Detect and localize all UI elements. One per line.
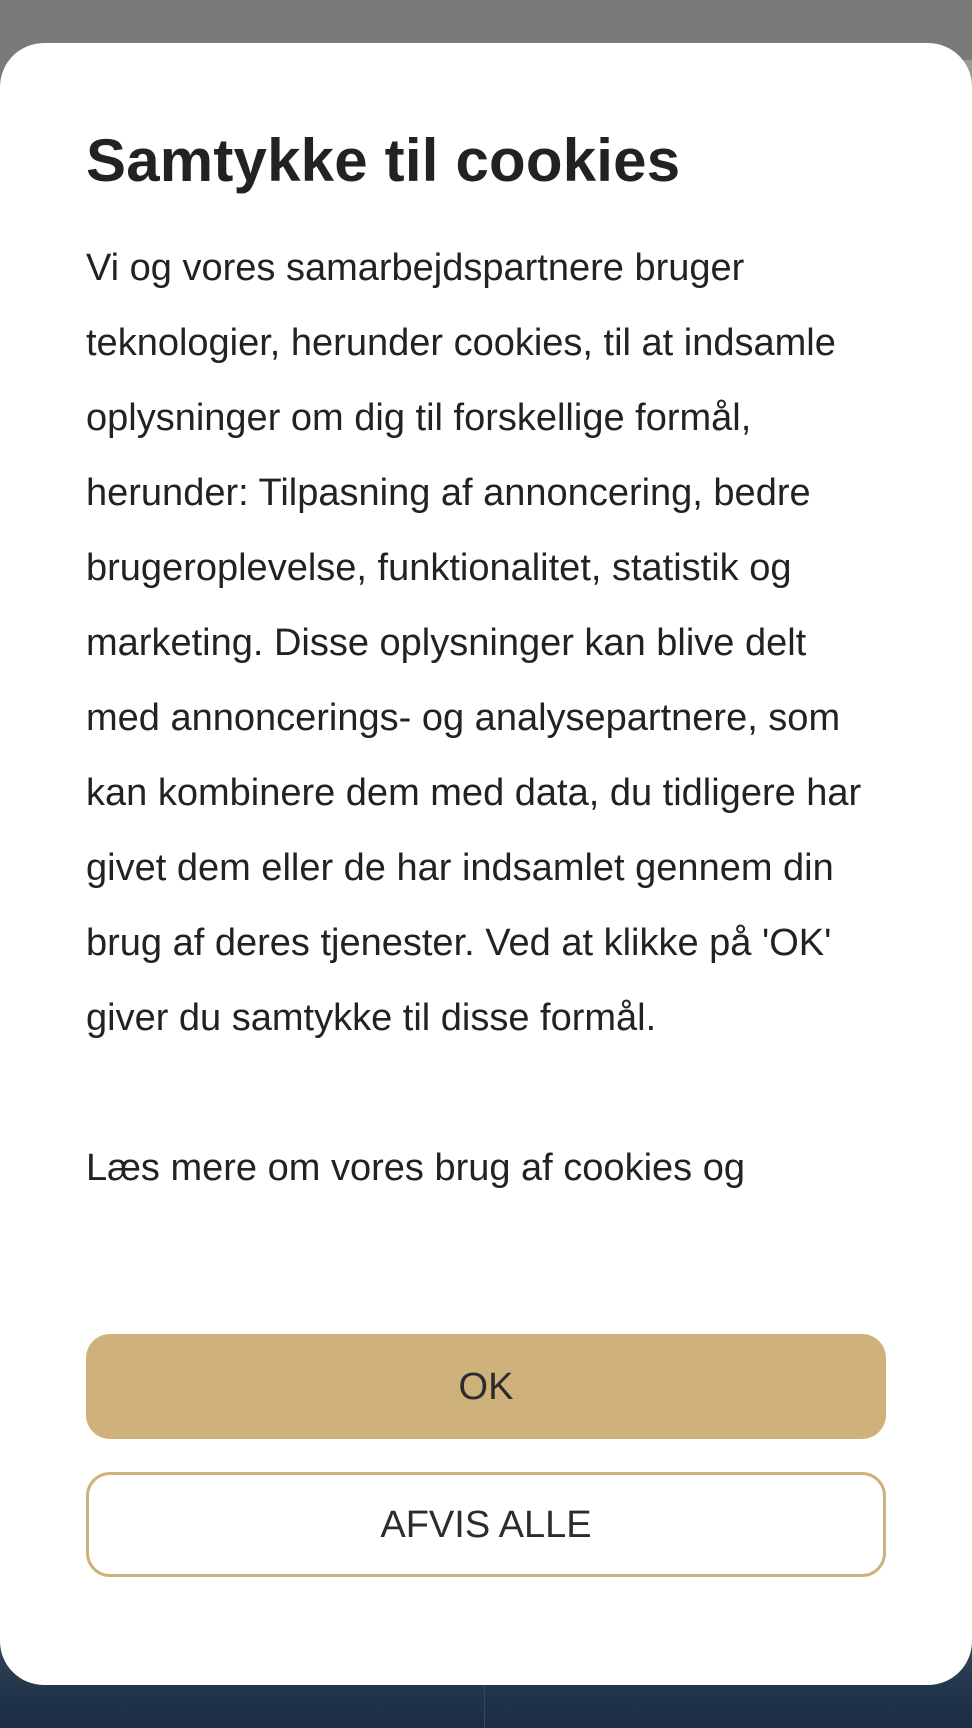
ok-button[interactable]: OK bbox=[86, 1334, 886, 1439]
reject-all-button[interactable]: AFVIS ALLE bbox=[86, 1472, 886, 1577]
background-divider bbox=[484, 1684, 485, 1728]
consent-description: Vi og vores samarbejdspartnere bruger teknologier, herunder cookies, til at indsamle oplysninger om dig til forskellige formål, herunder: Tilpasning af annoncering, bedre brugeroplevelse, funktionalitet, statistik og marketing. Disse oplysninger kan blive delt med annoncerings- og analysepartnere, som kan kombinere dem med data, du tidligere har givet dem eller de har indsamlet gennem din brug af deres tjenester. Ved at klikke på 'OK' giver du samtykke til disse formål. bbox=[86, 247, 862, 1039]
dialog-title: Samtykke til cookies bbox=[86, 127, 681, 194]
dialog-body[interactable] bbox=[86, 231, 886, 1349]
read-more-text: Læs mere om vores brug af cookies og bbox=[86, 1147, 745, 1189]
